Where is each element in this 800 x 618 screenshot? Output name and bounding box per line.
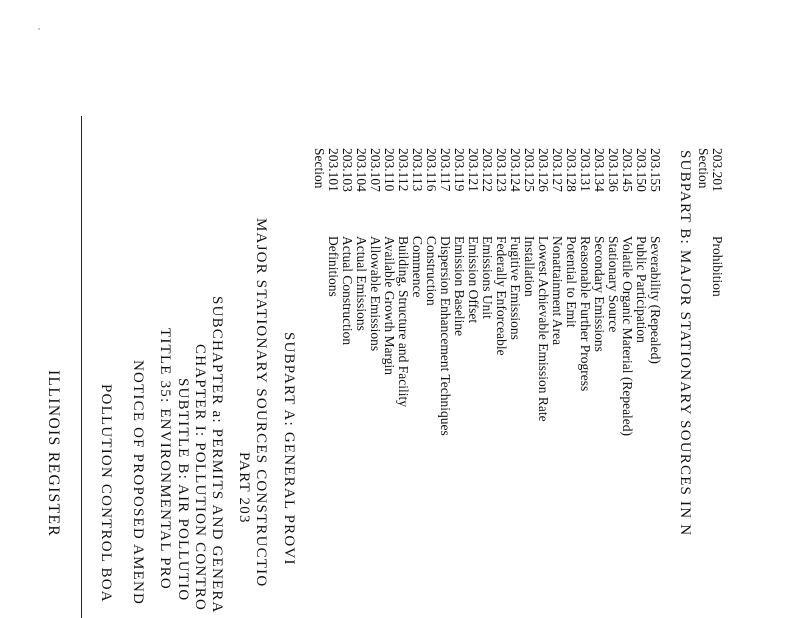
subtitle-line: SUBTITLE B: AIR POLLUTIO (175, 378, 191, 602)
section-number: 203.116 (424, 148, 439, 192)
section-number: 203.101 (326, 148, 341, 192)
section-title: Emission Offset (466, 236, 481, 324)
section-title: Nonattainment Area (550, 236, 565, 346)
section-title: Severability (Repealed) (648, 236, 663, 364)
section-title: Federally Enforceable (494, 236, 509, 356)
section-number: 203.110 (382, 148, 397, 192)
section-title: Actual Emissions (354, 236, 369, 331)
section-title: Secondary Emissions (592, 236, 607, 352)
section-number: 203.145 (620, 148, 635, 192)
section-number: 203.124 (508, 148, 523, 192)
notice-heading: NOTICE OF PROPOSED AMEND (130, 360, 146, 606)
section-number: 203.112 (396, 148, 411, 192)
chapter-line: CHAPTER I: POLLUTION CONTRO (192, 344, 208, 611)
section-number: 203.104 (354, 148, 369, 192)
section-number: 203.117 (438, 148, 453, 192)
section-number: 203.131 (578, 148, 593, 192)
section-title: Lowest Achievable Emission Rate (536, 236, 551, 422)
section-number: 203.107 (368, 148, 383, 192)
section-title: Volatile Organic Material (Repealed) (620, 236, 635, 437)
subpart-b-section-column-header: Section (696, 148, 711, 189)
section-number: 203.122 (480, 148, 495, 192)
section-number: 203.201 (710, 148, 725, 192)
section-number: 203.103 (340, 148, 355, 192)
section-number: 203.123 (494, 148, 509, 192)
section-title: Installation (522, 236, 537, 297)
part-name: MAJOR STATIONARY SOURCES CONSTRUCTIO (253, 218, 269, 588)
section-column-header: Section (312, 148, 327, 189)
section-title: Public Participation (634, 236, 649, 343)
section-title: Commence (410, 236, 425, 298)
board-name: POLLUTION CONTROL BOA (98, 384, 114, 603)
section-title: Emission Baseline (452, 236, 467, 337)
scan-speck (38, 28, 40, 30)
section-title: Reasonable Further Progress (578, 236, 593, 392)
section-number: 203.136 (606, 148, 621, 192)
register-title: ILLINOIS REGISTER (45, 370, 62, 538)
section-title: Building, Structure and Facility (396, 236, 411, 407)
section-number: 203.121 (466, 148, 481, 192)
section-title: Prohibition (710, 236, 725, 297)
section-title: Actual Construction (340, 236, 355, 346)
header-rule (81, 116, 82, 618)
section-number: 203.134 (592, 148, 607, 192)
title-line: TITLE 35: ENVIRONMENTAL PRO (157, 328, 173, 590)
section-number: 203.150 (634, 148, 649, 192)
subchapter-line: SUBCHAPTER a: PERMITS AND GENERA (209, 296, 225, 614)
section-title: Definitions (326, 236, 341, 297)
section-title: Construction (424, 236, 439, 306)
section-title: Emissions Unit (480, 236, 495, 319)
section-title: Stationary Source (606, 236, 621, 333)
section-number: 203.125 (522, 148, 537, 192)
section-number: 203.128 (564, 148, 579, 192)
subpart-b-heading: SUBPART B: MAJOR STATIONARY SOURCES IN N (677, 150, 693, 537)
part-number: PART 203 (236, 452, 252, 524)
section-number: 203.155 (648, 148, 663, 192)
section-title: Available Growth Margin (382, 236, 397, 375)
section-number: 203.119 (452, 148, 467, 192)
section-title: Fugitive Emissions (508, 236, 523, 340)
subpart-a-heading: SUBPART A: GENERAL PROVI (281, 332, 297, 566)
section-number: 203.127 (550, 148, 565, 192)
section-number: 203.113 (410, 148, 425, 192)
section-title: Allowable Emissions (368, 236, 383, 352)
section-title: Dispersion Enhancement Techniques (438, 236, 453, 436)
section-number: 203.126 (536, 148, 551, 192)
section-title: Potential to Emit (564, 236, 579, 328)
